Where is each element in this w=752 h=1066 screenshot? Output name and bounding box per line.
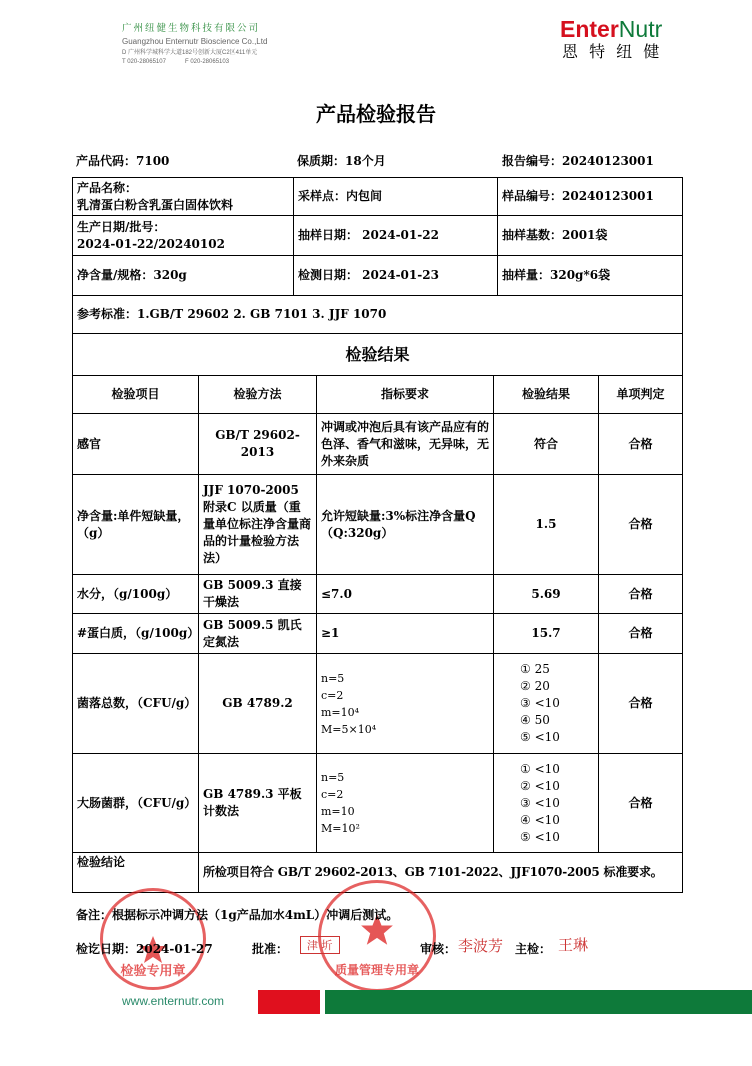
approve-signature: 津 圻 [300,936,340,954]
shelf-life: 保质期：18个月 [297,154,386,168]
conclusion-text: 所检项目符合 GB/T 29602-2013、GB 7101-2022、JJF1070-2005 标准要求。 [199,853,683,893]
conclusion-label: 检验结论 [73,853,199,893]
row-judgement: 合格 [599,414,683,475]
row-judgement: 合格 [599,475,683,575]
row-judgement: 合格 [599,614,683,654]
table-row [73,475,683,575]
row-item: 净含量:单件短缺量，（g） [73,475,199,575]
row-item: 菌落总数，（CFU/g） [73,654,199,754]
company-tel: T 020-28065107 [122,59,166,65]
inspector-signature: 王琳 [558,936,589,954]
table-row [73,414,683,475]
production-date: 生产日期/批号： 2024-01-22/20240102 [73,216,294,256]
row-judgement: 合格 [599,654,683,754]
stamp-text: 检验专用章 [120,964,186,979]
sampling-quantity: 抽样量：320g*6袋 [498,256,683,296]
net-content: 净含量/规格：320g [73,256,294,296]
row-item: 感官 [73,414,199,475]
company-fax: F 020-28065103 [185,59,230,65]
header-result: 检验结果 [494,376,599,414]
inspector-label: 主检： [515,942,552,956]
header-method: 检验方法 [199,376,317,414]
test-date: 检测日期： 2024-01-23 [294,256,498,296]
table-row [73,575,683,614]
table-row [73,614,683,654]
row-method: GB 5009.5 凯氏定氮法 [199,614,317,654]
row-requirement: 允许短缺量:3%标注净含量Q（Q:320g） [317,475,494,575]
header-judgement: 单项判定 [599,376,683,414]
website: www.enternutr.com [122,994,225,1008]
row-requirement: n=5 c=2 m=10⁴ M=5×10⁴ [317,654,494,754]
company-name-cn: 广州纽健生物科技有限公司 [122,23,261,34]
row-requirement: ≥1 [317,614,494,654]
review-signature: 李波芳 [458,937,504,955]
row-requirement: n=5 c=2 m=10 M=10² [317,754,494,853]
row-method: GB 4789.2 [199,654,317,754]
remark: 备注：根据标示冲调方法（1g产品加水4mL）冲调后测试。 [76,908,399,922]
product-name: 产品名称： 乳清蛋白粉含乳蛋白固体饮料 [73,178,294,216]
row-result: 符合 [494,414,599,475]
sample-number: 样品编号：20240123001 [498,178,683,216]
row-item: 水分，（g/100g） [73,575,199,614]
row-requirement: ≤7.0 [317,575,494,614]
issue-date: 检讫日期：2024-01-27 [76,942,213,956]
reference-standard: 参考标准：1.GB/T 29602 2. GB 7101 3. JJF 1070 [73,296,683,334]
stamp-text: 质量管理专用章 [334,963,419,977]
sampling-site: 采样点：内包间 [294,178,498,216]
row-item: 大肠菌群，（CFU/g） [73,754,199,853]
row-judgement: 合格 [599,575,683,614]
company-address: D 广州科学城科学大道182号创新大厦C2区411单元 [122,50,258,56]
row-method: JJF 1070-2005 附录C 以质量（重量单位标注净含量商品的计量检验方法法） [199,475,317,575]
row-result: ① 25 ② 20 ③ <10 ④ 50 ⑤ <10 [494,654,599,754]
approve-label: 批准： [252,942,289,956]
table-row [73,654,683,754]
company-name-en: Guangzhou Enternutr Bioscience Co.,Ltd [122,37,268,46]
results-table [72,333,683,893]
results-header [73,376,683,414]
info-table [72,177,683,334]
row-method: GB 5009.3 直接干燥法 [199,575,317,614]
footer-red-bar [258,990,320,1014]
results-title: 检验结果 [73,334,683,376]
header-item: 检验项目 [73,376,199,414]
row-result: 5.69 [494,575,599,614]
row-result: ① <10 ② <10 ③ <10 ④ <10 ⑤ <10 [494,754,599,853]
logo-cn: 恩 特 纽 健 [562,42,663,61]
sampling-base: 抽样基数：2001袋 [498,216,683,256]
logo: EnterNutr [560,16,663,42]
row-method: GB/T 29602-2013 [199,414,317,475]
sampling-date: 抽样日期： 2024-01-22 [294,216,498,256]
row-result: 1.5 [494,475,599,575]
product-code: 产品代码：7100 [76,154,170,168]
row-item: #蛋白质，（g/100g） [73,614,199,654]
inspection-stamp [100,888,206,990]
row-result: 15.7 [494,614,599,654]
row-requirement: 冲调或冲泡后具有该产品应有的色泽、香气和滋味，无异味，无外来杂质 [317,414,494,475]
header-requirement: 指标要求 [317,376,494,414]
page-title: 产品检验报告 [316,102,436,126]
review-label: 审核： [420,942,457,956]
footer-green-bar [325,990,752,1014]
row-method: GB 4789.3 平板计数法 [199,754,317,853]
table-row [73,754,683,853]
row-judgement: 合格 [599,754,683,853]
report-number: 报告编号：20240123001 [502,154,654,168]
